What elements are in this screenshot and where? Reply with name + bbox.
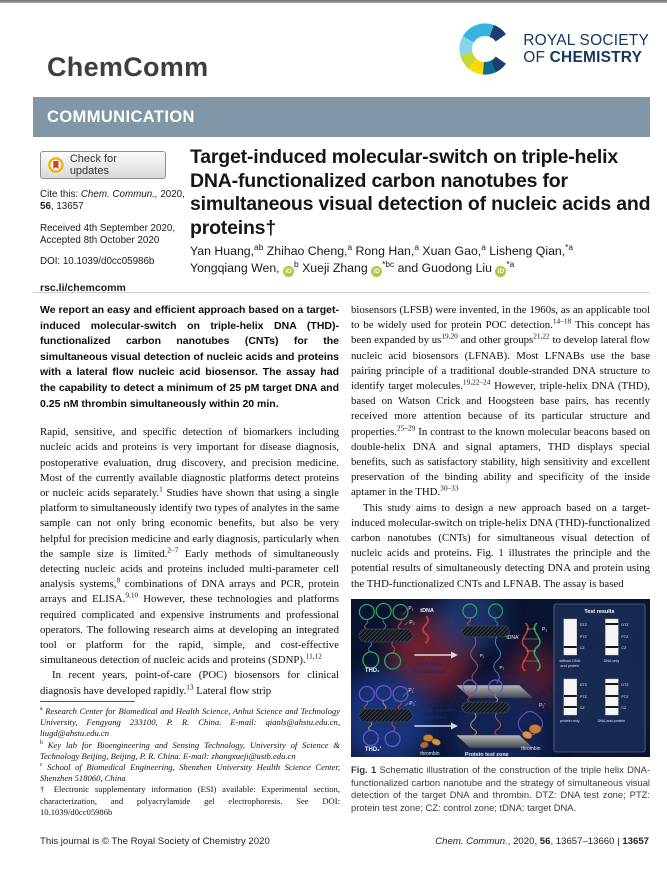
check-for-updates-button[interactable] — [40, 151, 166, 179]
fig-label-aptamer-1: Aptamer-protein — [412, 707, 455, 714]
fig-label-thrombin-1: thrombin — [420, 751, 440, 757]
figure-caption: Fig. 1 Schematic illustration of the construction of the triple helix DNA-functionalized carbon nanotube and the strategy of simultaneous visual detection of the target DNA and thrombin. DTZ: DNA test zone; PTZ: protein test zone; CZ: control zone; tDNA: target DNA. — [351, 763, 650, 814]
body-paragraph: This study aims to design a new approach based on a target-induced molecular-switch on triple-helix DNA (THD)-functionalized carbon nanotubes (CNTs) for simultaneous visual detection of nucleic acids and proteins. Fig. 1 illustrates the principle and the potential results of simultaneously detecting DNA and protein using the THD-functionalized CNTs and LFNAB. The assay is based — [351, 501, 650, 590]
orcid-icon[interactable]: iD — [371, 266, 382, 277]
dates-block — [40, 223, 190, 248]
crossmark-icon — [48, 157, 64, 173]
fig-label-aptamer-2: interaction — [418, 714, 447, 721]
authors-line-1: Yan Huang,$^{ab}$ Zhihao Cheng,$^a$ Rong Han,$^a$ Xuan Gao,$^a$ Lisheng Qian,$^{*a}$ — [190, 241, 574, 258]
fig-label-p2-prime-right: P₂′ — [539, 703, 546, 709]
author-list — [190, 243, 652, 277]
body-paragraph: biosensors (LFSB) were invented, in the 1960s, as an applicable tool to be widely used for protein POC detection.$^{14-18}$ This concept has been expanded by us$^{19,20}$ and other groups$^{21,22}$ to develop lateral flow nucleic acid biosensors (LFNAB). Most LFNABs use the base pairing principle of a traditional double-stranded DNA structure to identify target molecules.$^{19,22-24}$ However, triple-helix DNA (THD), based on Watson Crick and Hoogsteen base pairs, has recently received more attention because of its particular structure and properties.$^{25-29}$ In contrast to the known molecular beacons based on double-helix DNA and signal aptamers, THD displays special benefits, such as satisfactory stability, high sensitivity and excellent preservation of the binding ability and specificity of the inside aptamer in the THD.$^{30-33}$ — [351, 304, 651, 499]
orcid-icon[interactable]: iD — [283, 266, 294, 277]
figure-1-scheme — [351, 599, 650, 757]
page-footer — [40, 836, 649, 847]
svg-text:PTZ: PTZ — [579, 694, 587, 699]
fig-label-thrombin-2: thrombin — [521, 746, 541, 752]
accepted-date: Accepted 8th October 2020 — [40, 234, 160, 246]
svg-text:DTZ: DTZ — [579, 682, 587, 687]
svg-text:CZ: CZ — [621, 645, 627, 650]
svg-text:PTZ: PTZ — [621, 694, 629, 699]
svg-text:PTZ: PTZ — [579, 634, 587, 639]
header-divider — [33, 292, 650, 293]
rsc-c-icon — [456, 20, 514, 78]
fig-label-hybridization-1: DNA-DNA — [416, 661, 442, 668]
authors-line-2: Yongqiang Wen, $iD^b$ Xueji Zhang $iD^{*bc}$ and Guodong Liu $iD^{*a}$ — [190, 258, 515, 275]
top-edge-bar — [0, 0, 667, 3]
body-paragraph: Rapid, sensitive, and specific detection of biomarkers including nucleic acids and proteins is very important for disease diagnosis, postoperative evaluation, drug discovery, and precision medicine. Most of the currently available diagnostic platforms detect proteins or nucleic acids separately.$^1$ Studies have shown that using a single platform to simultaneously identify two types of analytes in the same sample can not only bring economic benefits, but also be very helpful for precision medicine and early diagnosis, particularly when the sample size is limited.$^{2-7}$ Early methods of simultaneously detecting nucleic acids and proteins included multi-parameter cell analysis systems,$^8$ combinations of DNA arrays and PCR, protein arrays and ELISA.$^{9,10}$ However, these technologies and platforms required complicated and expensive instruments and professional operators. The following research aims at developing an integrated tool or platform for the rapid, simple, and cost-effective simultaneous detection of nucleic acids and proteins (SDNP).$^{11,12}$ — [40, 426, 340, 667]
right-column — [351, 303, 650, 815]
svg-text:DNA and protein: DNA and protein — [597, 718, 626, 723]
rsc-logo — [456, 20, 649, 78]
fig-label-tdna: tDNA — [420, 607, 434, 614]
figure-1 — [351, 599, 650, 757]
fig-label-thd2: THD₂′ — [364, 746, 382, 753]
svg-text:without DNA: without DNA — [559, 658, 581, 663]
received-date: Received 4th September 2020, — [40, 222, 176, 234]
abstract: We report an easy and efficient approach based on a target-induced molecular-switch on triple-helix DNA (THD)-functionalized carbon nanotubes (CNTs) for the simultaneous visual detection of nucleic acids and proteins with a lateral flow nucleic acid biosensor. The assay had the capability to detect a minimum of 25 pM target DNA and 0.25 nM thrombin simultaneously within 20 min. — [40, 304, 339, 410]
journal-url-link[interactable]: rsc.li/chemcomm — [40, 282, 126, 295]
doi: DOI: 10.1039/d0cc05986b — [40, 256, 155, 268]
svg-text:DTZ: DTZ — [621, 682, 629, 687]
fig-label-thd1: THD₁ — [364, 667, 380, 674]
fig-label-p1-prime: P₁′ — [408, 688, 415, 694]
footer-citation: Chem. Commun., 2020, 56, 13657–13660 | 13657 — [435, 836, 649, 847]
fig-label-p2: P₂ — [409, 620, 415, 626]
rsc-logo-text: ROYAL SOCIETY OF CHEMISTRY — [523, 31, 649, 66]
footnotes — [40, 701, 340, 818]
footnote-b: $^b$ Key lab for Bioengineering and Sensing Technology, University of Science & Technology Beijing, Beijing, P. R. China. E-mail: zhangxueji@ustb.edu.cn — [40, 739, 340, 761]
communication-banner — [33, 97, 650, 137]
fig-label-hybridization-2: hybridization — [412, 668, 447, 675]
test-results-panel — [554, 604, 645, 752]
svg-text:and protein: and protein — [560, 663, 580, 668]
fig-label-protein-test-zone: Protein test zone — [464, 751, 509, 757]
journal-title: ChemComm — [47, 52, 209, 82]
svg-text:DTZ: DTZ — [621, 622, 629, 627]
body-paragraph: In recent years, point-of-care (POC) biosensors for clinical diagnosis have developed rapidly.$^{13}$ Lateral flow strip — [40, 669, 339, 697]
svg-text:DNA only: DNA only — [603, 658, 620, 663]
footnote-esi: † Electronic supplementary information (ESI) available: Experimental section, characterization, and polyacrylamide gel electrophoresis. See DOI: 10.1039/d0cc05986b — [40, 784, 340, 817]
orcid-icon[interactable]: iD — [495, 266, 506, 277]
check-for-updates-label: Check for updates — [69, 153, 117, 177]
fig-label-tdna-prime: tDNA′ — [506, 635, 520, 641]
svg-text:PTZ: PTZ — [621, 634, 629, 639]
svg-text:CZ: CZ — [579, 705, 585, 710]
banner-label: COMMUNICATION — [47, 108, 195, 126]
article-title: Target-induced molecular-switch on triple-helix DNA-functionalized carbon nanotubes for simultaneous visual detection of nucleic acids and proteins† — [190, 146, 651, 239]
svg-text:CZ: CZ — [621, 705, 627, 710]
svg-text:protein only: protein only — [560, 718, 580, 723]
footnote-c: $^c$ School of Biomedical Engineering, Shenzhen University Health Science Center, Shenzhen 518060, China — [40, 762, 340, 784]
footnote-rule — [40, 701, 135, 702]
cite-this: Cite this: Chem. Commun., 2020, 56, 13657 — [40, 189, 185, 213]
article-info-block — [40, 189, 190, 295]
svg-text:CZ: CZ — [579, 645, 585, 650]
fig-label-p1-mid: P₁ — [479, 652, 485, 658]
fig-label-p2-mid: P₂ — [499, 664, 505, 670]
fig-label-test-results: Test results — [584, 608, 615, 615]
fig-label-p1: P₁ — [408, 606, 414, 612]
footnote-a: $^a$ Research Center for Biomedical and Health Science, Anhui Science and Technology University, Fengyang 233100, P. R. China. E-mail: qianls@ahstu.edu.cn, liugd@ahstu.edu.cn — [40, 706, 340, 739]
footer-copyright: This journal is © The Royal Society of Chemistry 2020 — [40, 836, 270, 847]
fig-label-p2-right: P₂ — [542, 627, 548, 633]
fig-label-p2-prime: P₂′ — [409, 701, 416, 707]
svg-text:DTZ: DTZ — [579, 622, 587, 627]
